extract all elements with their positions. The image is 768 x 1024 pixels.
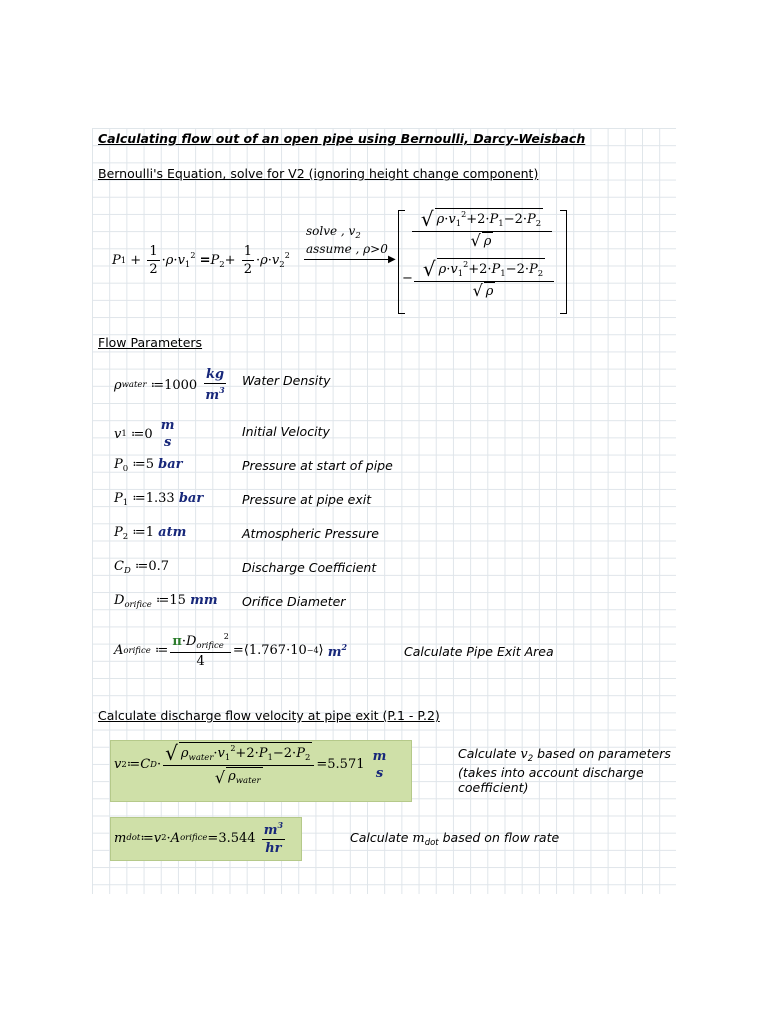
solve-keyword: solve , $v_2$ (306, 224, 361, 241)
solve-arrow-line (304, 259, 394, 260)
v1-description: Initial Velocity (242, 424, 330, 439)
mdot-equation[interactable]: m dot ≔ v 2 · A orifice = 3.544 $\frac{m^3}{hr}$ (114, 820, 284, 856)
bernoulli-equation[interactable]: P 1 + $\frac{1}{2}$ $\cdot\rho\cdot v_1^2 =P_2+$ $\frac{1}{2}$ $\cdot\rho\cdot v_2^2$ (112, 244, 290, 277)
v2-equation[interactable]: v 2 ≔ C D · √ $\rho_{water}\cdot v_1^2+2\cdot P_1-2\cdot P_2$ √ $\rho_{water}$ = 5.571 m s (114, 741, 387, 787)
mdot-description: Calculate $m_{dot}$ based on flow rate (350, 830, 560, 848)
area-description: Calculate Pipe Exit Area (404, 644, 554, 659)
discharge-heading: Calculate discharge flow velocity at pipe exit (P.1 - P.2) (98, 708, 440, 723)
matrix-entry-negative: √ $\rho\cdot v_1^2+2\cdot P_1-2\cdot P_2$ √ ρ (414, 258, 554, 299)
page-title: Calculating flow out of an open pipe using Bernoulli, Darcy-Weisbach (98, 131, 586, 146)
flow-params-heading: Flow Parameters (98, 335, 203, 350)
cd-definition[interactable]: $C_D$ ≔0.7 (114, 559, 170, 576)
v2-description-line3: coefficient) (458, 780, 529, 795)
d-description: Orifice Diameter (242, 594, 346, 609)
p1-description: Pressure at pipe exit (242, 492, 372, 507)
cd-description: Discharge Coefficient (242, 560, 377, 575)
v2-description-line1: Calculate $v_2$ based on parameters (458, 746, 671, 764)
matrix-right-bracket (560, 210, 567, 314)
matrix-entry-positive: √ $\rho\cdot v_1^2+2\cdot P_1-2\cdot P_2$ √ ρ (412, 208, 552, 249)
v2-description-line2: (takes into account discharge (458, 765, 644, 780)
matrix-left-bracket (398, 210, 405, 314)
p1-definition[interactable]: $P_1$ ≔1.33 bar (114, 491, 204, 508)
bernoulli-heading: Bernoulli's Equation, solve for V2 (ignoring height change component) (98, 166, 539, 181)
solve-arrow-head: ▶ (388, 254, 396, 265)
p2-description: Atmospheric Pressure (242, 526, 379, 541)
assume-keyword: assume , ρ>0 (306, 242, 388, 256)
minus-sign: − (402, 271, 413, 286)
area-definition[interactable]: A orifice ≔ $\frac{\pi\cdot D_{orifice}^2}{4}$ =⟨ 1.767 ·10 −4 ⟩ $m^2$ (114, 632, 348, 669)
d-definition[interactable]: $D_{orifice}$ ≔15 mm (114, 593, 218, 610)
v1-definition[interactable]: v 1 ≔ 0 m s (114, 418, 175, 450)
rho-definition[interactable]: ρ water ≔ 1000 $\frac{kg}{m^3}$ (114, 367, 225, 403)
p0-definition[interactable]: $P_0$ ≔5 bar (114, 457, 183, 474)
p0-description: Pressure at start of pipe (242, 458, 393, 473)
p2-definition[interactable]: $P_2$ ≔1 atm (114, 525, 187, 542)
rho-description: Water Density (242, 373, 331, 388)
